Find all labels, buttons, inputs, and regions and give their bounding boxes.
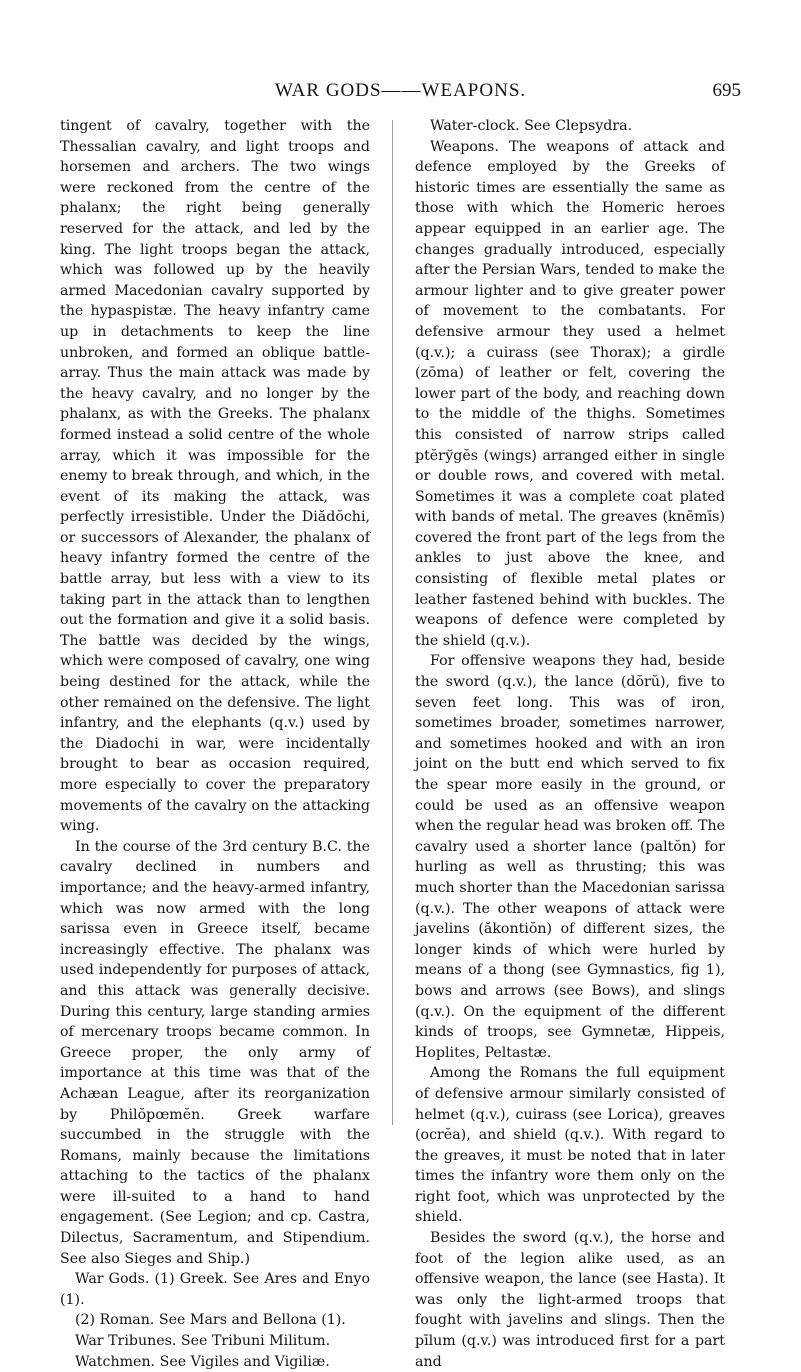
entry-weapons: Weapons. The weapons of attack and defence employed by the Greeks of historic times are essentially the same as those with which the Homeric heroes appear equipped in an earlier age. The changes gradually introduced, especially after the Persian Wars, tended to make the armour lighter and to give greater power of movement to the combatants. For defensive armour they used a helmet (q.v.); a cuirass (see Thorax); a girdle (zōma) of leather or felt, covering the lower part of the body, and reaching down to the middle of the thighs. Sometimes this consisted of narrow strips called ptĕrўgĕs (wings) arranged either in single or double rows, and covered with metal. Sometimes it was a complete coat plated with bands of metal. The greaves (knēmīs) covered the front part of the legs from the ankles to just above the knee, and consisting of flexible metal plates or leather fastened behind with buckles. The weapons of defence were completed by the shield (q.v.).: [415, 138, 725, 649]
page-number: 695: [712, 80, 741, 101]
right-column: [415, 116, 725, 1372]
running-head: WAR GODS——WEAPONS.: [274, 80, 527, 101]
column-divider: [392, 120, 393, 1125]
page-header: [60, 80, 741, 110]
paragraph: For offensive weapons they had, beside the sword (q.v.), the lance (dŏrŭ), five to seven feet long. This was of iron, sometimes broader, sometimes narrower, and sometimes hooked and with an iron joint on the butt end which served to fix the spear more easily in the ground, or could be used as an offensive weapon when the regular head was broken off. The cavalry used a shorter lance (paltŏn) for hurling as well as thrusting; this was much shorter than the Macedonian sarissa (q.v.). The other weapons of attack were javelins (ăkontiŏn) of different sizes, the longer kinds of which were hurled by means of a thong (see Gymnastics, fig 1), bows and arrows (see Bows), and slings (q.v.). On the equipment of the different kinds of troops, see Gymnetæ, Hippeis, Hoplites, Peltastæ.: [415, 653, 725, 1061]
entry-watchmen: Watchmen. See Vigiles and Vigiliæ.: [75, 1353, 330, 1370]
paragraph: Among the Romans the full equipment of defensive armour similarly consisted of helmet (q.v.), cuirass (see Lorica), greaves (ocrĕa), and shield (q.v.). With regard to the greaves, it must be noted that in later times the infantry wore them only on the right foot, which was unprotected by the shield.: [415, 1065, 725, 1226]
entry-war-gods-roman: (2) Roman. See Mars and Bellona (1).: [75, 1312, 346, 1329]
paragraph: tingent of cavalry, together with the Thessalian cavalry, and light troops and horsemen and archers. The two wings were reckoned from the centre of the phalanx; the right being generally reserved for the attack, and led by the king. The light troops began the attack, which was followed up by the heavily armed Macedonian cavalry supported by the hypaspistæ. The heavy infantry came up in detachments to keep the line unbroken, and formed an oblique battle-array. Thus the main attack was made by the heavy cavalry, and no longer by the phalanx, as with the Greeks. The phalanx formed instead a solid centre of the whole array, which it was impossible for the enemy to break through, and which, in the event of its making the attack, was perfectly irresistible. Under the Diădŏchi, or successors of Alexander, the phalanx of heavy infantry formed the centre of the battle array, but less with a view to its taking part in the attack than to lengthen out the formation and give it a solid basis. The battle was decided by the wings, which were composed of cavalry, one wing being destined for the attack, while the other remained on the defensive. The light infantry, and the elephants (q.v.) used by the Diadochi in war, were incidentally brought to bear as occasion required, more especially to cover the preparatory movements of the cavalry on the attacking wing.: [60, 118, 370, 835]
entry-water-clock: Water-clock. See Clepsydra.: [430, 118, 633, 134]
paragraph: In the course of the 3rd century B.C. the cavalry declined in numbers and importance; and the heavy-armed infantry, which was now armed with the long sarissa even in Greece itself, became increasingly effective. The phalanx was used independently for purposes of attack, and this attack was generally decisive. During this century, large standing armies of mercenary troops became common. In Greece proper, the only army of importance at this time was that of the Achæan League, after its reorganization by Philŏpœmĕn. Greek warfare succumbed in the struggle with the Romans, mainly because the limitations attaching to the tactics of the phalanx were ill-suited to a hand to hand engagement. (See Legion; and cp. Castra, Dilectus, Sacramentum, and Stipendium. See also Sieges and Ship.): [60, 838, 370, 1267]
entry-war-tribunes: War Tribunes. See Tribuni Militum.: [75, 1333, 331, 1350]
left-column: [60, 116, 370, 1372]
entry-war-gods: War Gods. (1) Greek. See Ares and Enyo (1).: [60, 1271, 370, 1308]
paragraph: Besides the sword (q.v.), the horse and foot of the legion alike used, as an offensive weapon, the lance (see Hasta). It was only the light-armed troops that fought with javelins and slings. Then the pīlum (q.v.) was introduced first for a part and: [415, 1230, 725, 1370]
